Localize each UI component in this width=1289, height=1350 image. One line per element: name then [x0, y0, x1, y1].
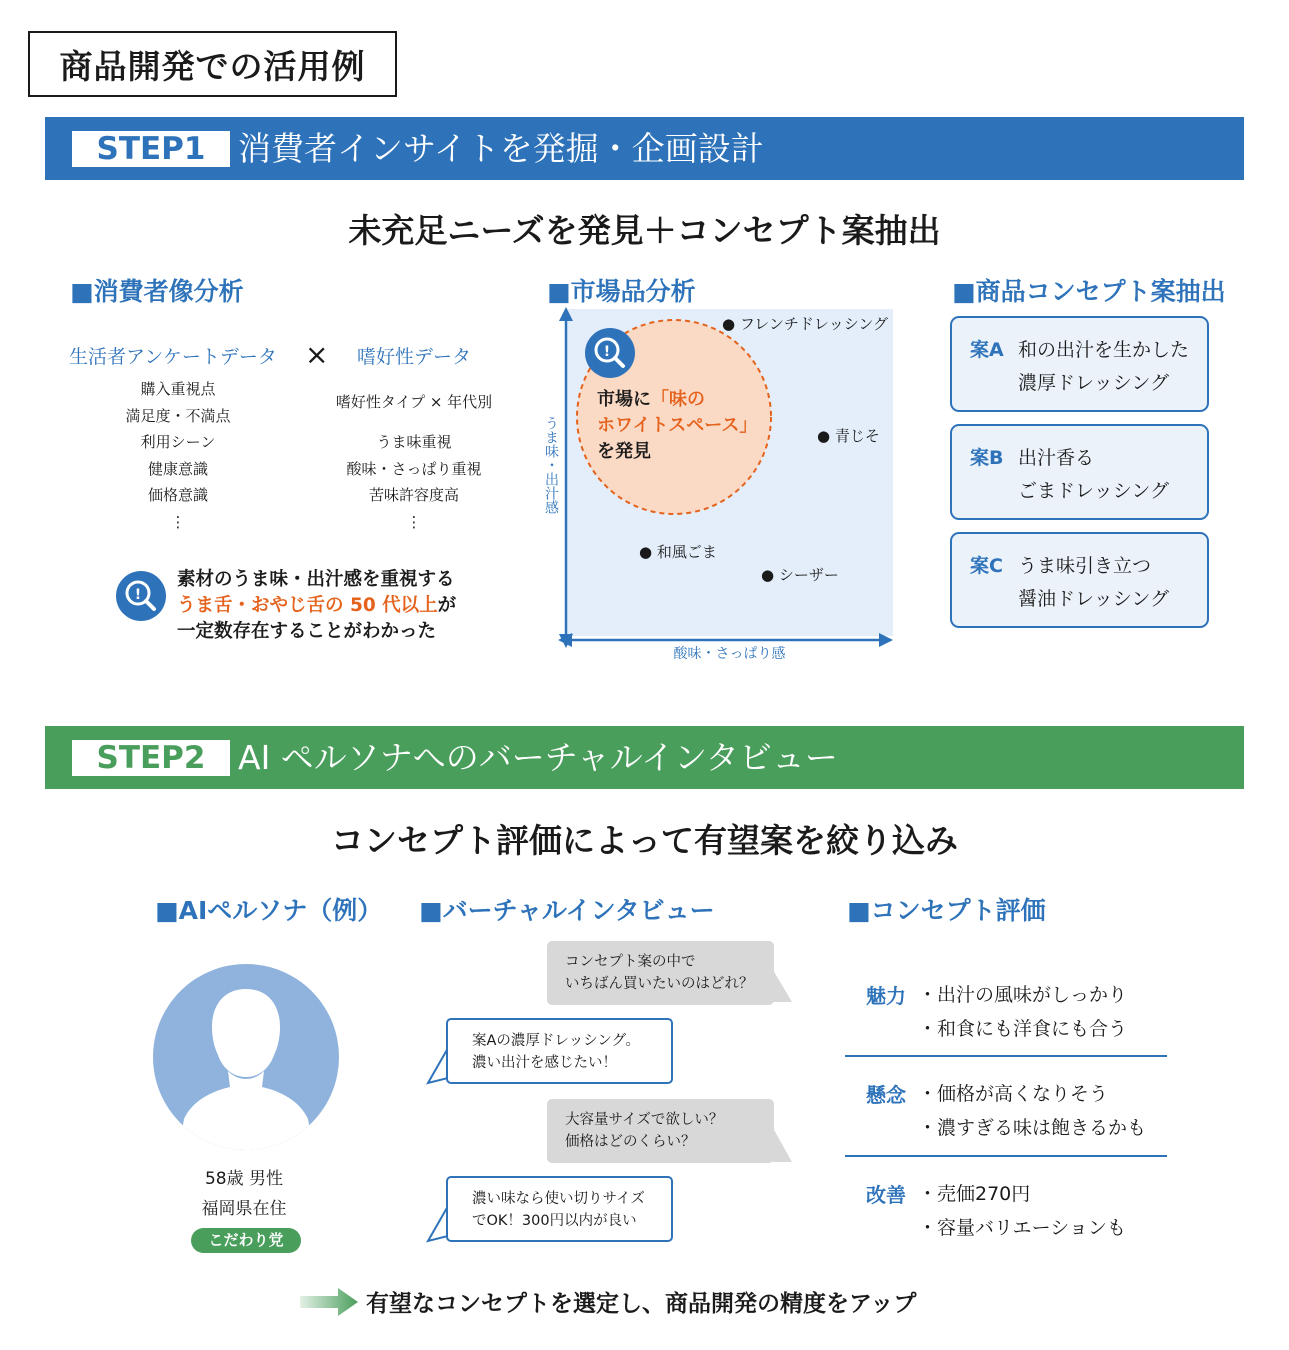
conclusion-text: 有望なコンセプトを選定し、商品開発の精度をアップ [366, 1291, 917, 1317]
concept-line: うま味引き立つ [1018, 555, 1152, 577]
bubble-line: 濃い出汁を感じたい！ [472, 1055, 617, 1071]
finding-text [177, 567, 456, 645]
product-point: ● シーザー [761, 566, 839, 584]
preference-items-list [314, 429, 514, 535]
finding-line-3: 一定数存在することがわかった [177, 621, 437, 642]
finding-highlight: うま舌・おやじ舌の 50 代以上 [177, 595, 438, 616]
list-item: 満足度・不満点 [125, 406, 231, 425]
bubble-line: いちばん買いたいのはどれ？ [565, 976, 754, 992]
persona-tag-badge: こだわり党 [191, 1228, 301, 1253]
market-search-icon [584, 327, 636, 379]
concept-extraction-heading: ■商品コンセプト案抽出 [952, 277, 1226, 306]
interview-answer-bubble [446, 1018, 673, 1084]
concept-line: 出汁香る [1018, 447, 1095, 469]
persona-heading: ■AIペルソナ（例） [155, 896, 383, 925]
list-item: 酸味・さっぱり重視 [346, 459, 482, 478]
persona-age-gender: 58歳 男性 [204, 1169, 284, 1189]
concept-id: 案A [970, 339, 1004, 361]
insight-search-icon [115, 570, 167, 622]
concept-card-c [950, 532, 1209, 628]
persona-profile [143, 1164, 345, 1224]
list-item: 健康意識 [147, 459, 208, 478]
eval-label-concern: 懸念 [866, 1083, 906, 1107]
eval-divider [845, 1155, 1167, 1157]
list-item: 苦味許容度高 [368, 486, 459, 504]
bubble-line: 濃い味なら使い切りサイズ [472, 1191, 645, 1207]
svg-text:!: ! [134, 587, 142, 603]
list-item: 価格意識 [147, 486, 208, 504]
eval-label-appeal: 魅力 [866, 984, 906, 1008]
bubble-line: でOK！300円以内が良い [472, 1213, 637, 1229]
concept-id: 案C [970, 555, 1003, 577]
product-point: ● フレンチドレッシング [722, 315, 889, 333]
eval-items-appeal [918, 978, 1127, 1046]
concept-line: 濃厚ドレッシング [1018, 372, 1169, 394]
concept-card-b [950, 424, 1209, 520]
interview-answer-bubble [446, 1176, 673, 1242]
whitespace-highlight-2: ホワイトスペース」 [597, 415, 758, 436]
whitespace-suffix: を発見 [597, 441, 651, 462]
eval-item: ・出汁の風味がしっかり [918, 984, 1128, 1006]
step2-label: STEP2 [72, 740, 230, 776]
list-item: ⋮ [170, 512, 186, 531]
finding-line-2 [177, 593, 456, 619]
evaluation-heading: ■コンセプト評価 [847, 896, 1046, 925]
product-label: シーザー [778, 566, 839, 584]
arrow-right-icon [300, 1288, 358, 1316]
bubble-line: 案Aの濃厚ドレッシング。 [472, 1033, 641, 1049]
step2-title: AI ペルソナへのバーチャルインタビュー [238, 738, 838, 777]
page-title: 商品開発での活用例 [28, 31, 397, 97]
product-point: ● 和風ごま [639, 543, 717, 561]
eval-item: ・和食にも洋食にも合う [918, 1018, 1128, 1040]
persona-avatar-icon [152, 963, 340, 1151]
list-item: うま味重視 [376, 433, 452, 451]
interview-question-bubble [547, 941, 774, 1005]
svg-text:!: ! [603, 344, 611, 360]
concept-line: ごまドレッシング [1018, 480, 1169, 502]
whitespace-label [597, 387, 757, 465]
step1-label: STEP1 [72, 131, 230, 167]
whitespace-highlight-1: 「味の [651, 389, 705, 410]
product-label: 和風ごま [656, 543, 717, 561]
step1-subheading: 未充足ニーズを発見＋コンセプト案抽出 [348, 211, 941, 250]
interview-heading: ■バーチャルインタビュー [419, 896, 715, 925]
bubble-line: コンセプト案の中で [565, 954, 696, 970]
survey-data-label: 生活者アンケートデータ [69, 346, 277, 368]
whitespace-prefix: 市場に [597, 389, 651, 410]
step1-banner [45, 117, 1244, 180]
finding-suffix: が [437, 595, 457, 616]
finding-line-1: 素材のうま味・出汁感を重視する [177, 569, 455, 590]
product-point: ● 青じそ [817, 427, 880, 445]
step2-banner [45, 726, 1244, 789]
eval-items-concern [918, 1077, 1146, 1145]
concept-line: 和の出汁を生かした [1018, 339, 1190, 361]
eval-item: ・容量バリエーションも [918, 1217, 1126, 1239]
eval-item: ・価格が高くなりそう [918, 1083, 1109, 1105]
bubble-line: 価格はどのくらい？ [565, 1134, 696, 1150]
step1-title: 消費者インサイトを発掘・企画設計 [238, 129, 764, 168]
preference-data-label: 嗜好性データ [357, 346, 472, 368]
eval-item: ・売価270円 [918, 1183, 1031, 1205]
eval-items-improvement [918, 1177, 1126, 1245]
concept-card-a [950, 316, 1209, 412]
survey-items-list [78, 376, 278, 535]
product-label: フレンチドレッシング [739, 315, 889, 333]
eval-label-improvement: 改善 [866, 1183, 906, 1207]
list-item: 利用シーン [140, 433, 216, 451]
list-item: 購入重視点 [140, 380, 216, 398]
x-axis-label: 酸味・さっぱり感 [673, 646, 786, 662]
preference-header: 嗜好性タイプ × 年代別 [335, 393, 493, 411]
interview-question-bubble [547, 1099, 774, 1163]
times-icon: × [305, 338, 329, 371]
list-item: ⋮ [406, 512, 422, 531]
eval-item: ・濃すぎる味は飽きるかも [918, 1117, 1147, 1139]
eval-divider [845, 1055, 1167, 1057]
bubble-line: 大容量サイズで欲しい？ [565, 1112, 724, 1128]
y-axis-label: うま味・出汁感 [543, 416, 559, 514]
market-analysis-heading: ■市場品分析 [547, 277, 696, 306]
concept-line: 醤油ドレッシング [1018, 588, 1169, 610]
persona-location: 福岡県在住 [201, 1199, 287, 1219]
concept-id: 案B [970, 447, 1004, 469]
step2-subheading: コンセプト評価によって有望案を絞り込み [331, 821, 958, 860]
consumer-analysis-heading: ■消費者像分析 [70, 277, 244, 306]
product-label: 青じそ [834, 427, 880, 445]
